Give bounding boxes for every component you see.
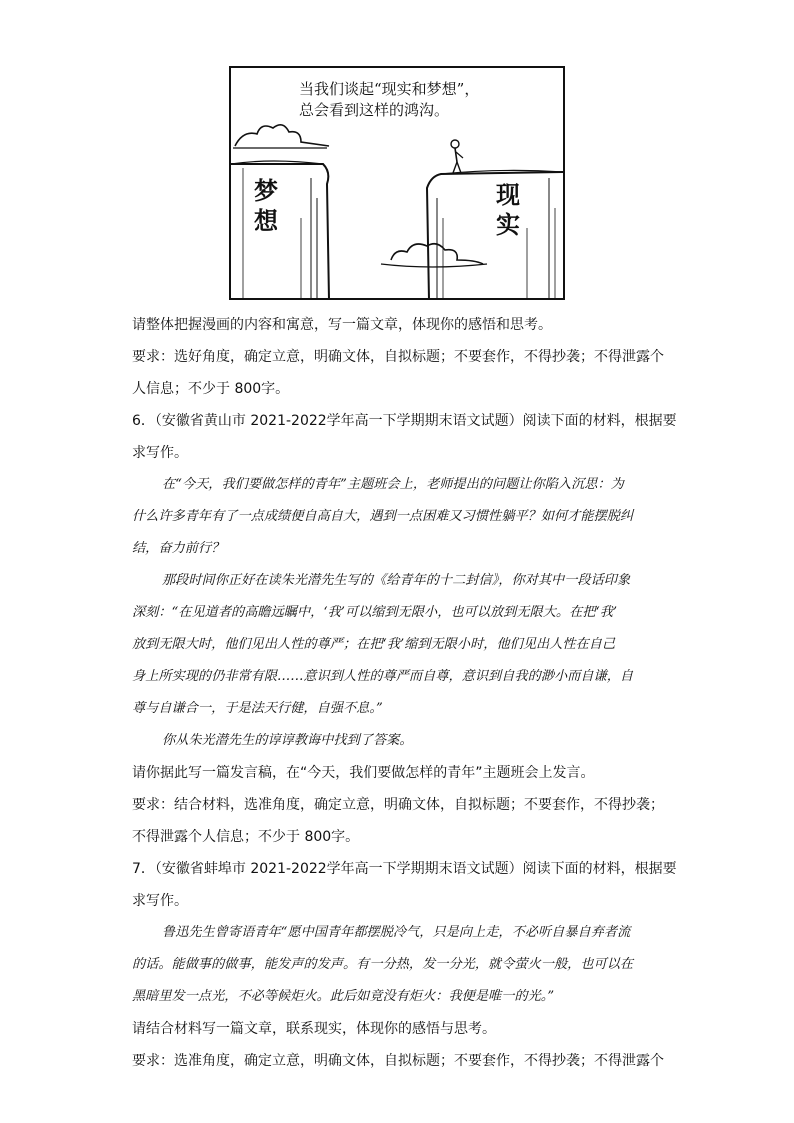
q6-task: 请你据此写一篇发言稿，在“今天，我们要做怎样的青年”主题班会上发言。 <box>132 765 595 781</box>
q6-material-line3: 结，奋力前行？ <box>132 541 225 556</box>
q6-material-line1: 在“今天，我们要做怎样的青年”主题班会上，老师提出的问题让你陷入沉思：为 <box>162 477 624 492</box>
dream-label-char2: 想 <box>254 206 278 235</box>
q7-material-line3: 黑暗里发一点光，不必等候炬火。此后如竟没有炬火：我便是唯一的光。” <box>132 989 555 1004</box>
reality-label <box>493 180 523 240</box>
cartoon-caption-line2: 总会看到这样的鸿沟。 <box>299 101 450 119</box>
q6-material-line4: 那段时间你正好在读朱光潜先生写的《给青年的十二封信》，你对其中一段话印象 <box>162 573 631 588</box>
q6-material-line7: 身上所实现的仍非常有限……意识到人性的尊严而自尊，意识到自我的渺小而自谦，自 <box>132 669 634 684</box>
reality-label-char1: 现 <box>496 180 520 209</box>
q5-requirement-line2: 人信息；不少于 800字。 <box>132 381 290 397</box>
q7-material-line2: 的话。能做事的做事，能发声的发声。有一分热，发一分光，就令萤火一般，也可以在 <box>132 957 634 972</box>
q6-requirement-line2: 不得泄露个人信息；不少于 800字。 <box>132 829 360 845</box>
q7-task: 请结合材料写一篇文章，联系现实，体现你的感悟与思考。 <box>132 1021 496 1037</box>
reality-label-char2: 实 <box>496 210 520 239</box>
q7-requirement-line1: 要求：选准角度，确定立意，明确文体，自拟标题；不要套作，不得抄袭；不得泄露个 <box>132 1053 664 1069</box>
q6-requirement-line1: 要求：结合材料，选准角度，确定立意，明确文体，自拟标题；不要套作，不得抄袭； <box>132 797 664 813</box>
q6-material-line8: 尊与自谦合一，于是法天行健，自强不息。” <box>132 701 383 716</box>
q6-material-line2: 什么许多青年有了一点成绩便自高自大，遇到一点困难又习惯性躺平？如何才能摆脱纠 <box>132 509 634 524</box>
q7-material-line1: 鲁迅先生曾寄语青年“愿中国青年都摆脱冷气，只是向上走，不必听自暴自弃者流 <box>162 925 631 940</box>
dream-label-char1: 梦 <box>254 176 278 205</box>
q5-requirement-line1: 要求：选好角度，确定立意，明确文体，自拟标题；不要套作，不得抄袭；不得泄露个 <box>132 349 664 365</box>
cartoon-illustration <box>229 66 565 300</box>
cartoon-caption-line1: 当我们谈起“现实和梦想”， <box>299 80 480 98</box>
q6-material-line6: 放到无限大时，他们见出人性的尊严；在把‘我’缩到无限小时，他们见出人性在自己 <box>132 637 616 652</box>
q6-material-line5: 深刻：“在见道者的高瞻远瞩中，‘我’可以缩到无限小，也可以放到无限大。在把‘我’ <box>132 605 618 620</box>
q6-heading-line1: 6．（安徽省黄山市 2021-2022学年高一下学期期末语文试题）阅读下面的材料，根据要 <box>132 413 677 429</box>
dream-label <box>251 176 281 236</box>
q6-material-line9: 你从朱光潜先生的谆谆教诲中找到了答案。 <box>162 733 413 748</box>
q6-heading-line2: 求写作。 <box>132 445 188 461</box>
q7-heading-line1: 7．（安徽省蚌埠市 2021-2022学年高一下学期期末语文试题）阅读下面的材料，根据要 <box>132 861 677 877</box>
q5-task: 请整体把握漫画的内容和寓意，写一篇文章，体现你的感悟和思考。 <box>132 317 552 333</box>
q7-heading-line2: 求写作。 <box>132 893 188 909</box>
